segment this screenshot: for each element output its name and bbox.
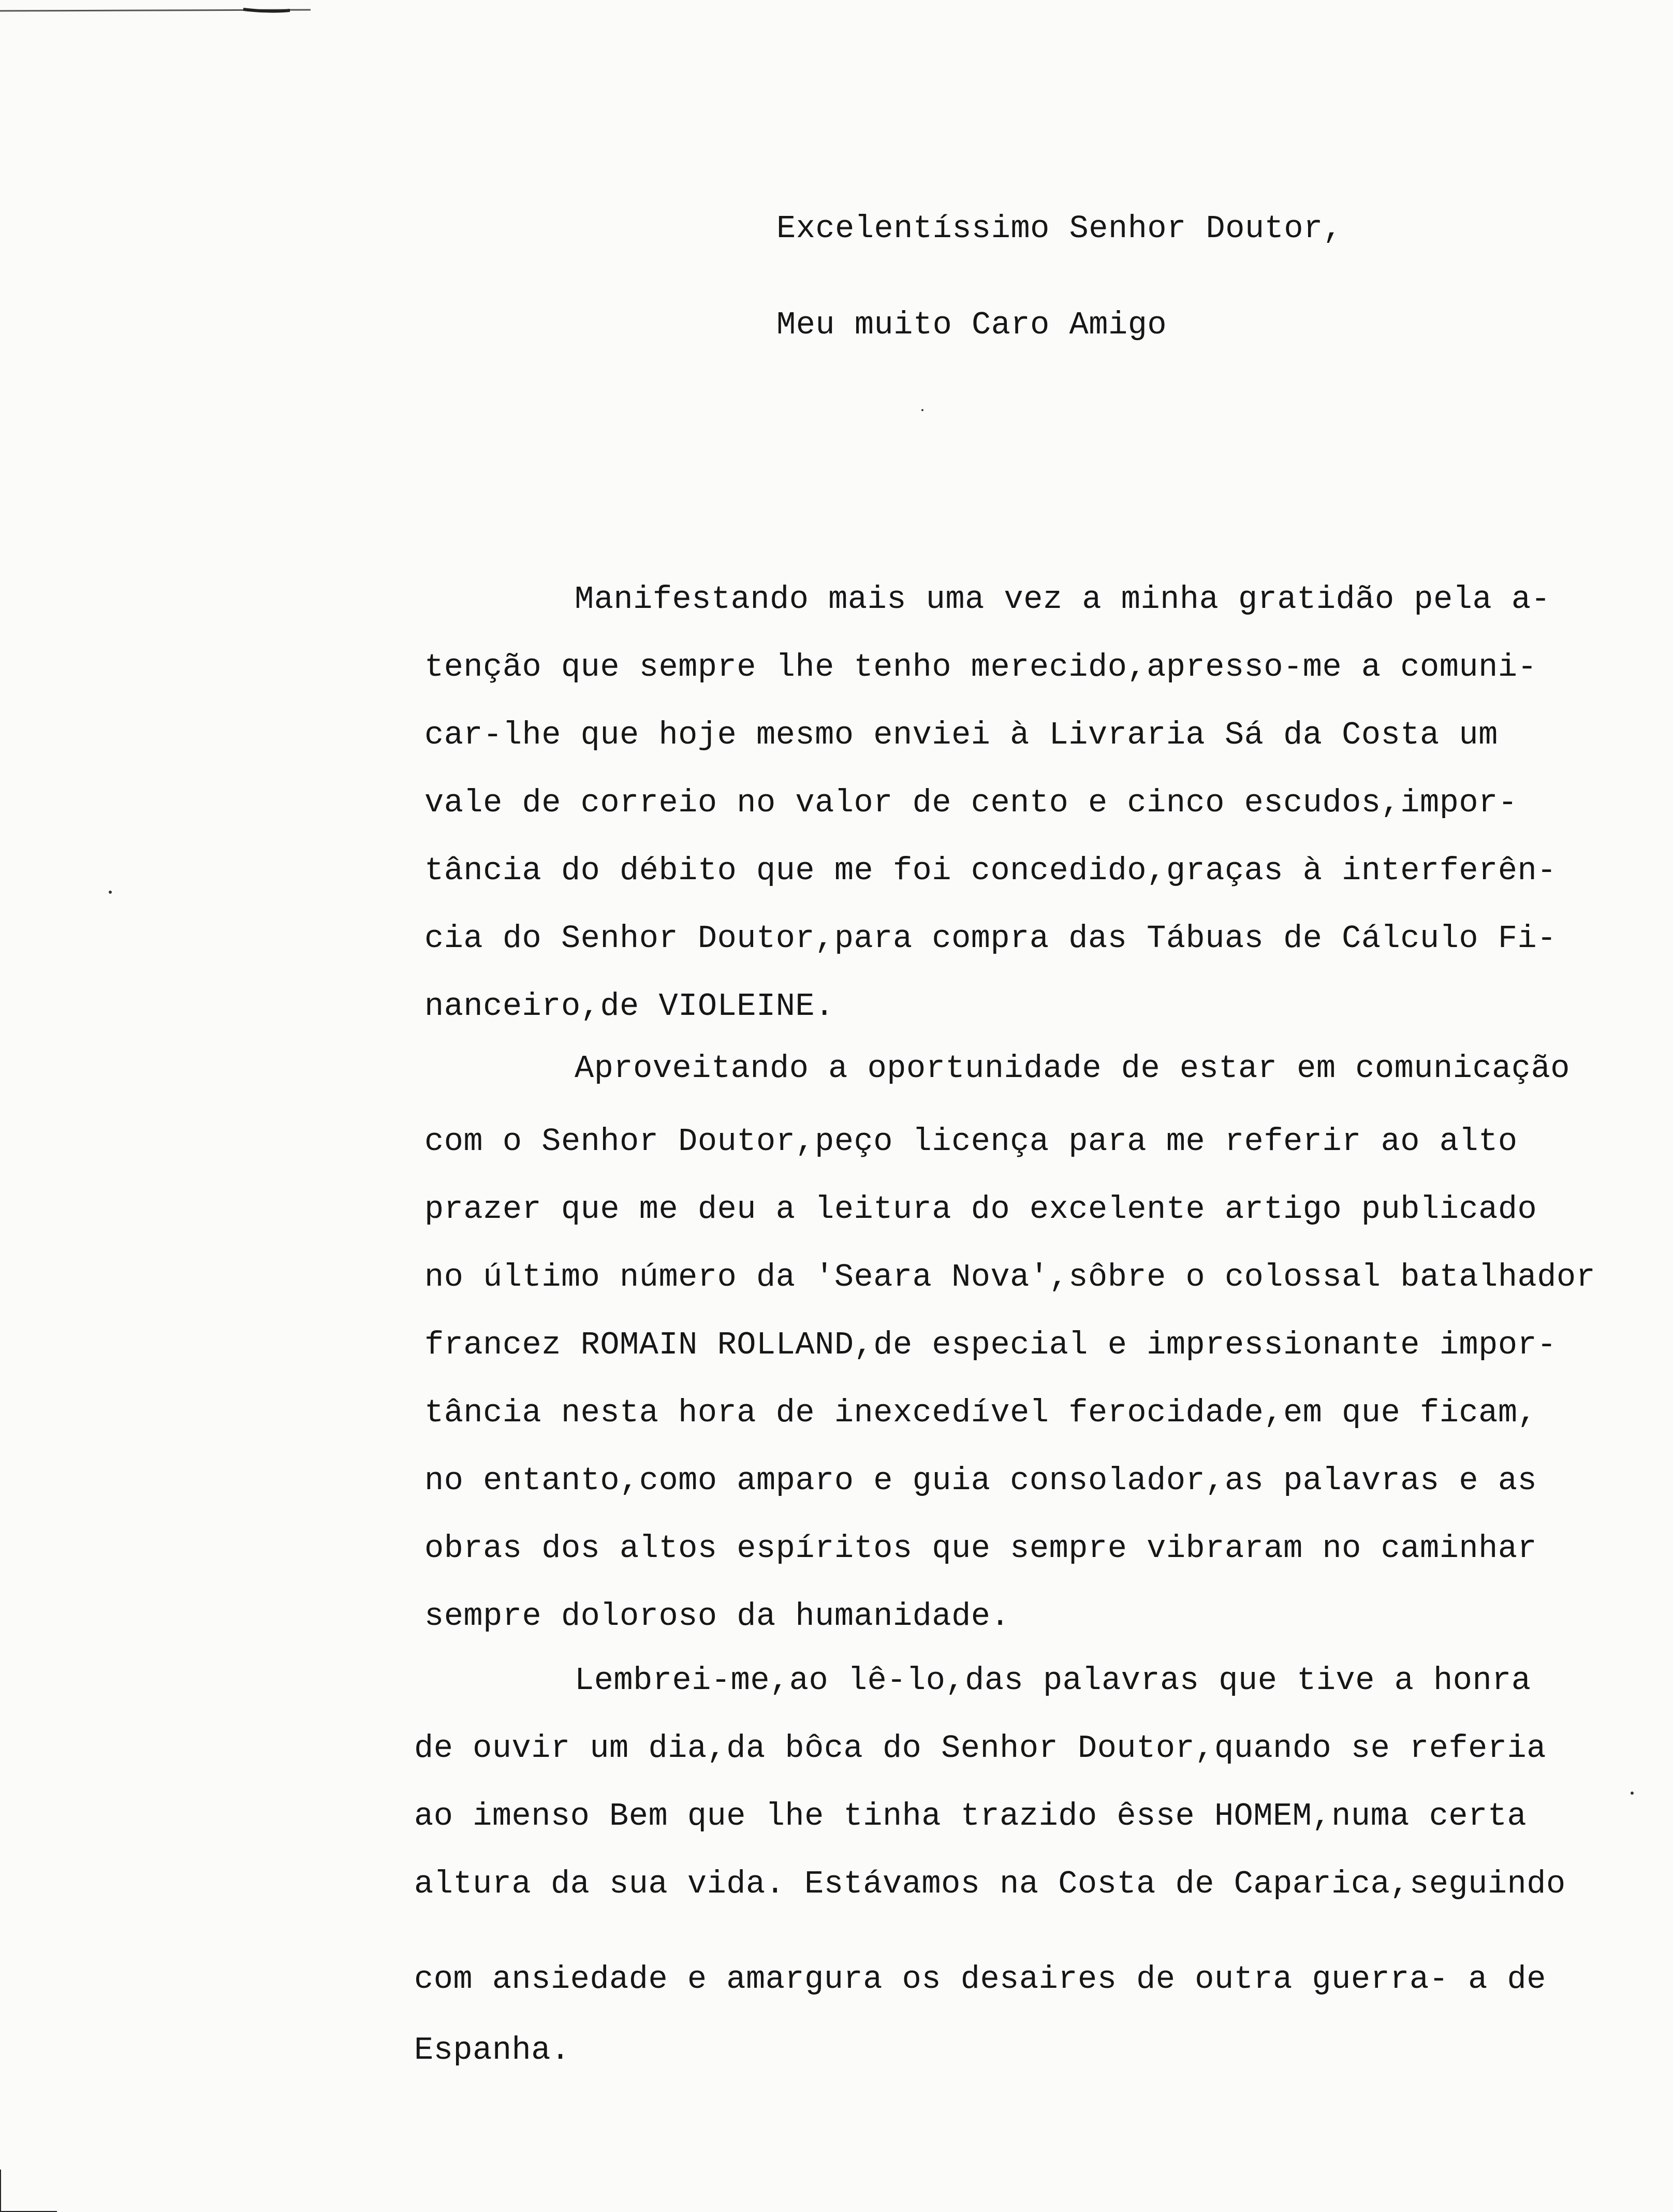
- paragraph1-line: Manifestando mais uma vez a minha gratidão pela a-: [575, 581, 1551, 618]
- paragraph3-line: Espanha.: [414, 2032, 570, 2069]
- scan-speck: [109, 891, 112, 894]
- paragraph1-line: tância do débito que me foi concedido,graças à interferên-: [424, 852, 1557, 889]
- paragraph1-line: cia do Senhor Doutor,para compra das Tábuas de Cálculo Fi-: [424, 920, 1557, 957]
- paragraph3-line: altura da sua vida. Estávamos na Costa de Caparica,seguindo: [414, 1866, 1566, 1902]
- page-edge-mark-icon: [0, 7, 321, 14]
- paragraph3-line: Lembrei-me,ao lê-lo,das palavras que tive a honra: [575, 1662, 1531, 1699]
- scan-speck: [1631, 1792, 1634, 1795]
- paragraph2-line: sempre doloroso da humanidade.: [424, 1598, 1010, 1635]
- paragraph1-line: tenção que sempre lhe tenho merecido,apresso-me a comuni-: [424, 649, 1537, 686]
- salutation-line-1: Excelentíssimo Senhor Doutor,: [776, 210, 1343, 247]
- paragraph2-line: obras dos altos espíritos que sempre vibraram no caminhar: [424, 1530, 1537, 1567]
- paragraph2-line: tância nesta hora de inexcedível ferocidade,em que ficam,: [424, 1394, 1537, 1431]
- paragraph3-line: de ouvir um dia,da bôca do Senhor Doutor,quando se referia: [414, 1730, 1546, 1767]
- paragraph1-line: nanceiro,de VIOLEINE.: [424, 988, 834, 1025]
- paragraph2-line: prazer que me deu a leitura do excelente artigo publicado: [424, 1191, 1537, 1228]
- paragraph1-line: vale de correio no valor de cento e cinco escudos,impor-: [424, 784, 1518, 821]
- paragraph2-line: francez ROMAIN ROLLAND,de especial e impressionante impor-: [424, 1327, 1557, 1363]
- salutation-line-2: Meu muito Caro Amigo: [776, 307, 1167, 343]
- paragraph2-line: no último número da 'Seara Nova',sôbre o colossal batalhador: [424, 1259, 1596, 1296]
- paragraph2-line: Aproveitando a oportunidade de estar em comunicação: [575, 1050, 1571, 1087]
- paragraph1-line: car-lhe que hoje mesmo enviei à Livraria Sá da Costa um: [424, 717, 1498, 753]
- paragraph2-line: com o Senhor Doutor,peço licença para me referir ao alto: [424, 1123, 1518, 1160]
- paragraph3-line: com ansiedade e amargura os desaires de outra guerra- a de: [414, 1961, 1546, 1998]
- paragraph3-line: ao imenso Bem que lhe tinha trazido êsse HOMEM,numa certa: [414, 1798, 1527, 1835]
- page-corner-mark-icon: [0, 2164, 62, 2212]
- paragraph2-line: no entanto,como amparo e guia consolador,as palavras e as: [424, 1462, 1537, 1499]
- scan-speck: [921, 409, 923, 411]
